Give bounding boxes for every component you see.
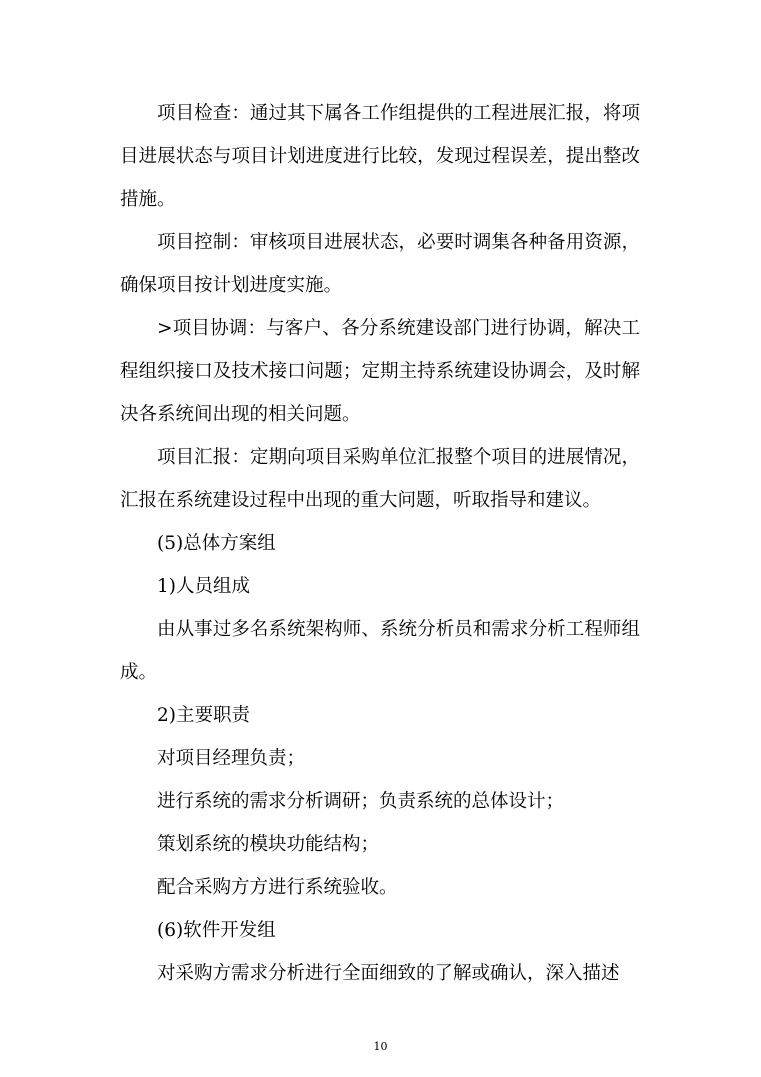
duty-item-1: 对项目经理负责； [157, 748, 306, 769]
heading-software-dev-group: (6)软件开发组 [157, 920, 276, 941]
paragraph-staff-composition: 由从事过多名系统架构师、系统分析员和需求分析工程师组成。 [120, 619, 640, 683]
paragraph-project-coordination: >项目协调：与客户、各分系统建设部门进行协调，解决工程组织接口及技术接口问题；定期主持系统建设协调会，及时解决各系统间出现的相关问题。 [120, 318, 640, 425]
duty-item-4: 配合采购方方进行系统验收。 [157, 877, 398, 898]
subheading-main-duties: 2)主要职责 [157, 705, 250, 726]
duty-item-2: 进行系统的需求分析调研；负责系统的总体设计； [157, 791, 565, 812]
paragraph-project-report: 项目汇报：定期向项目采购单位汇报整个项目的进展情况，汇报在系统建设过程中出现的重大问题，听取指导和建议。 [120, 447, 640, 511]
heading-overall-plan-group: (5)总体方案组 [157, 533, 276, 554]
subheading-staff-composition: 1)人员组成 [157, 576, 250, 597]
paragraph-software-dev: 对采购方需求分析进行全面细致的了解或确认，深入描述 [157, 963, 620, 984]
paragraph-project-inspection: 项目检查：通过其下属各工作组提供的工程进展汇报，将项目进展状态与项目计划进度进行比较，发现过程误差，提出整改措施。 [120, 103, 640, 210]
document-body [120, 92, 640, 995]
page-number: 10 [373, 1040, 388, 1053]
duty-item-3: 策划系统的模块功能结构； [157, 834, 380, 855]
paragraph-project-control: 项目控制：审核项目进展状态，必要时调集各种备用资源，确保项目按计划进度实施。 [120, 232, 640, 296]
